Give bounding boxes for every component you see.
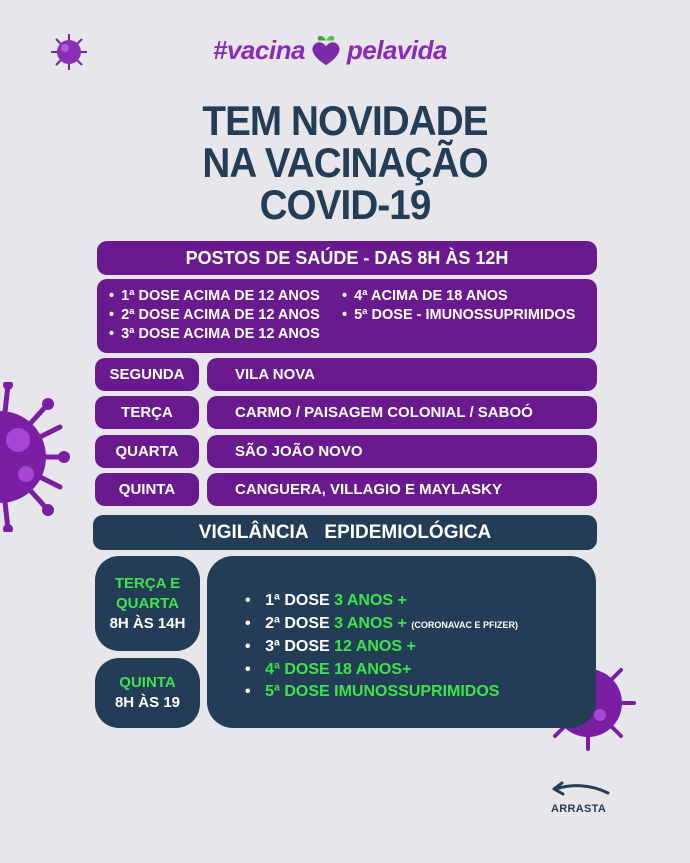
virus-icon-left (0, 382, 70, 532)
list-item: • 1ª DOSE 3 ANOS + (245, 590, 596, 613)
list-item: • 4ª DOSE 18 ANOS+ (245, 659, 596, 682)
list-item: • 2ª DOSE 3 ANOS + (CORONAVAC E PFIZER) (245, 613, 596, 637)
title-line-3: COVID-19 (259, 181, 431, 228)
title-line-1: TEM NOVIDADE (202, 97, 488, 144)
campaign-hashtag (213, 30, 447, 70)
vigilance-header-text: VIGILÂNCIA EPIDEMIOLÓGICA (198, 521, 492, 543)
swipe-arrow-icon[interactable] (550, 780, 610, 800)
schedule-place: VILA NOVA (207, 358, 597, 391)
dose-item: • 5ª DOSE - IMUNOSSUPRIMIDOS (342, 306, 575, 325)
health-posts-doses (97, 279, 597, 353)
vigilance-dose-list (207, 556, 596, 728)
vigilance-header (93, 515, 597, 550)
schedule-day: QUARTA (95, 435, 199, 468)
dose-item: • 3ª DOSE ACIMA DE 12 ANOS (109, 325, 320, 344)
health-posts-header-text: POSTOS DE SAÚDE - DAS 8H ÀS 12H (185, 247, 509, 268)
doses-left-column (109, 287, 320, 344)
list-item: • 5ª DOSE IMUNOSSUPRIMIDOS (245, 681, 596, 704)
schedule-place: SÃO JOÃO NOVO (207, 435, 597, 468)
schedule-day: SEGUNDA (95, 358, 199, 391)
schedule-day: TERÇA (95, 396, 199, 429)
doses-right-column (342, 287, 575, 325)
schedule-day: QUINTA (95, 473, 199, 506)
dose-item: • 2ª DOSE ACIMA DE 12 ANOS (109, 306, 320, 325)
schedule-place: CARMO / PAISAGEM COLONIAL / SABOÓ (207, 396, 597, 429)
virus-icon-small (50, 33, 88, 71)
swipe-label[interactable]: ARRASTA (551, 803, 607, 815)
dose-item: • 4ª ACIMA DE 18 ANOS (342, 287, 575, 306)
title-line-2: NA VACINAÇÃO (202, 139, 488, 186)
dose-item: • 1ª DOSE ACIMA DE 12 ANOS (109, 287, 320, 306)
list-item: • 3ª DOSE 12 ANOS + (245, 636, 596, 659)
vigilance-day-tue-wed: TERÇA E QUARTA 8H ÀS 14H (95, 556, 200, 651)
heart-sprout-icon (307, 31, 345, 69)
schedule-place: CANGUERA, VILLAGIO E MAYLASKY (207, 473, 597, 506)
vigilance-day-thu: QUINTA 8H ÀS 19 (95, 658, 200, 728)
page-title (0, 97, 690, 228)
health-posts-header (97, 241, 597, 275)
hashtag-suffix: pelavida (346, 34, 447, 65)
hashtag-prefix: #vacina (213, 34, 305, 65)
